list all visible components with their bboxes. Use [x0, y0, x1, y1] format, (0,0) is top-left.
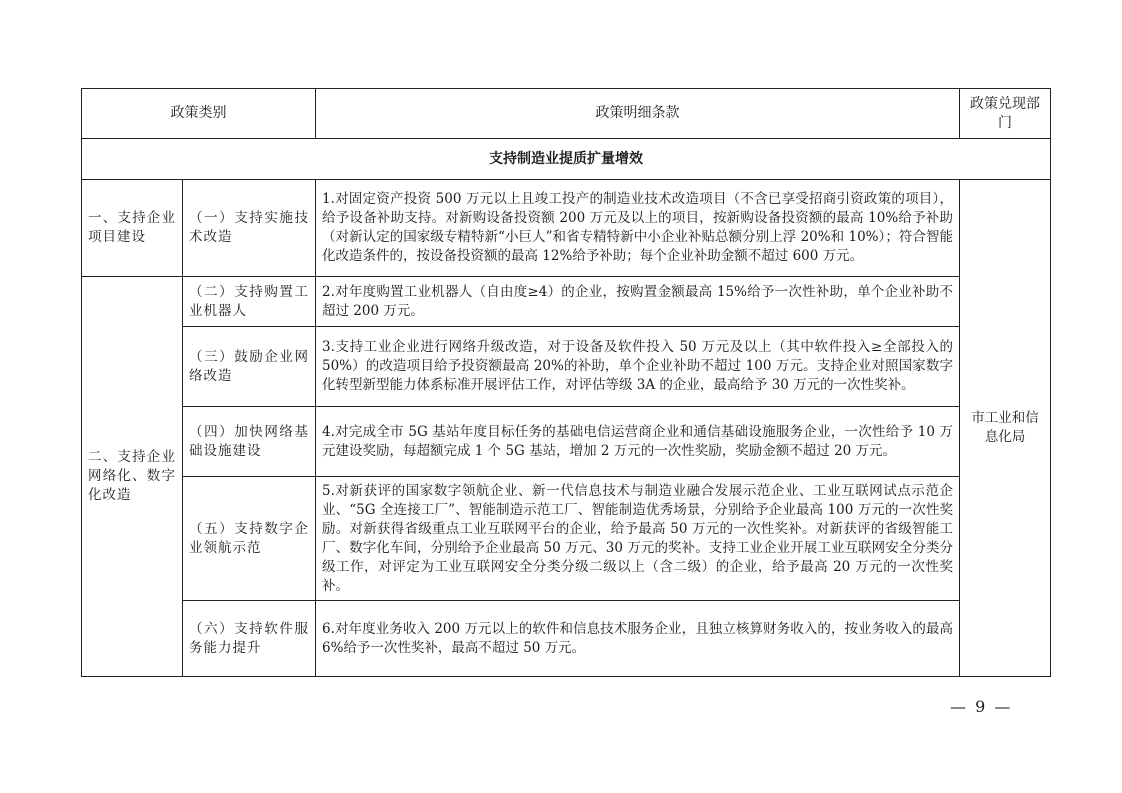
header-row [82, 89, 1051, 139]
group-label: 一、支持企业项目建设 [82, 180, 183, 277]
header-category: 政策类别 [82, 89, 316, 139]
table-row [82, 601, 1051, 677]
subcategory-label: （四）加快网络基础设施建设 [183, 407, 316, 477]
group-label: 二、支持企业网络化、数字化改造 [82, 277, 183, 677]
subcategory-label: （六）支持软件服务能力提升 [183, 601, 316, 677]
policy-detail: 6.对年度业务收入 200 万元以上的软件和信息技术服务企业，且独立核算财务收入的，按业务收入的最高 6%给予一次性奖补，最高不超过 50 万元。 [316, 601, 960, 677]
table-row [82, 477, 1051, 601]
table-row [82, 180, 1051, 277]
policy-detail: 5.对新获评的国家数字领航企业、新一代信息技术与制造业融合发展示范企业、工业互联网试点示范企业、“5G 全连接工厂”、智能制造示范工厂、智能制造优秀场景，分别给予企业最高 100 万元的一次性奖励。对新获得省级重点工业互联网平台的企业，给予最高 50 万元的一次性奖补。对新获评的省级智能工厂、数字化车间，分别给予企业最高 50 万元、30 万元的奖补。支持工业企业开展工业互联网安全分类分级工作，对评定为工业互联网安全分类分级二级以上（含二级）的企业，给予最高 20 万元的一次性奖补。 [316, 477, 960, 601]
section-row [82, 139, 1051, 180]
subcategory-label: （二）支持购置工业机器人 [183, 277, 316, 327]
policy-detail: 1.对固定资产投资 500 万元以上且竣工投产的制造业技术改造项目（不含已享受招商引资政策的项目），给予设备补助支持。对新购设备投资额 200 万元及以上的项目，按新购设备投资额的最高 10%给予补助（对新认定的国家级专精特新“小巨人”和省专精特新中小企业补贴总额分别上浮 20%和 10%）；符合智能化改造条件的，按设备投资额的最高 12%给予补助；每个企业补助金额不超过 600 万元。 [316, 180, 960, 277]
subcategory-label: （一）支持实施技术改造 [183, 180, 316, 277]
policy-table [81, 88, 1051, 677]
table-row [82, 407, 1051, 477]
department-cell: 市工业和信息化局 [960, 180, 1051, 677]
table-row [82, 277, 1051, 327]
policy-detail: 4.对完成全市 5G 基站年度目标任务的基础电信运营商企业和通信基础设施服务企业，一次性给予 10 万元建设奖励，每超额完成 1 个 5G 基站，增加 2 万元的一次性奖励，奖励金额不超过 20 万元。 [316, 407, 960, 477]
table-row [82, 327, 1051, 407]
header-department: 政策兑现部门 [960, 89, 1051, 139]
policy-detail: 3.支持工业企业进行网络升级改造，对于设备及软件投入 50 万元及以上（其中软件投入≥全部投入的 50%）的改造项目给予投资额最高 20%的补助，单个企业补助不超过 100 万元。支持企业对照国家数字化转型新型能力体系标准开展评估工作，对评估等级 3A 的企业，最高给予 30 万元的一次性奖补。 [316, 327, 960, 407]
subcategory-label: （三）鼓励企业网络改造 [183, 327, 316, 407]
header-details: 政策明细条款 [316, 89, 960, 139]
section-title: 支持制造业提质扩量增效 [82, 139, 1051, 180]
subcategory-label: （五）支持数字企业领航示范 [183, 477, 316, 601]
page-number: — 9 — [950, 697, 1013, 716]
policy-detail: 2.对年度购置工业机器人（自由度≥4）的企业，按购置金额最高 15%给予一次性补助，单个企业补助不超过 200 万元。 [316, 277, 960, 327]
